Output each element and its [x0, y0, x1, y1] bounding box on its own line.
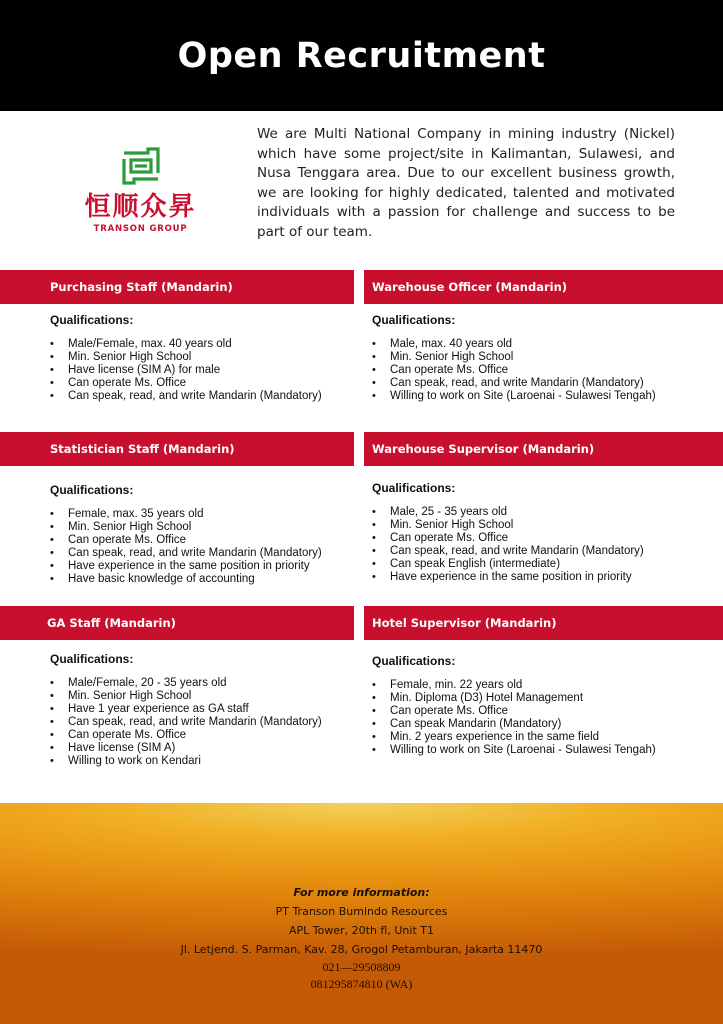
job-title-bar-ga-staff	[0, 606, 354, 640]
qualifications-label: Qualifications:	[50, 483, 134, 497]
qualification-list	[50, 338, 322, 403]
qualification-item: • Willing to work on Site (Laroenai - Sulawesi Tengah)	[372, 744, 656, 757]
phone-number: 021—29508809	[322, 960, 401, 974]
company-intro: We are Multi National Company in mining industry (Nickel) which have some project/site in Kalimantan, Sulawesi, and Nusa Tenggara area. Due to our excellent business growth, we are looking for highly dedicated, talented and motivated individuals with a passion for challenge and success to be part of our team.	[257, 126, 675, 240]
job-card-statistician	[50, 483, 322, 586]
qualification-item: • Male/Female, 20 - 35 years old	[50, 677, 322, 690]
qualification-item: • Can operate Ms. Office	[372, 364, 656, 377]
qualification-item: • Willing to work on Kendari	[50, 755, 322, 768]
qualification-item: • Min. Senior High School	[372, 351, 656, 364]
qualification-item: • Have license (SIM A)	[50, 742, 322, 755]
job-title: Hotel Supervisor (Mandarin)	[372, 616, 557, 630]
street-address: Jl. Letjend. S. Parman, Kav. 28, Grogol Petamburan, Jakarta 11470	[180, 943, 543, 956]
qualifications-label: Qualifications:	[50, 313, 134, 327]
job-title: Statistician Staff (Mandarin)	[50, 442, 235, 456]
job-title-bar-warehouse-supervisor	[364, 432, 723, 466]
qualifications-label: Qualifications:	[372, 313, 456, 327]
company-logo	[78, 143, 203, 243]
qualification-list	[372, 506, 644, 584]
qualification-item: • Min. Senior High School	[50, 690, 322, 703]
qualification-item: • Can operate Ms. Office	[50, 729, 322, 742]
job-title-bar-purchasing	[0, 270, 354, 304]
job-card-hotel-supervisor	[372, 654, 656, 757]
contact-info	[0, 883, 723, 993]
qualifications-label: Qualifications:	[372, 654, 456, 668]
job-title-bar-statistician	[0, 432, 354, 466]
qualification-list	[372, 338, 656, 403]
logo-mark-icon	[118, 143, 164, 189]
job-title-bar-warehouse-officer	[364, 270, 723, 304]
qualification-list	[50, 677, 322, 768]
qualification-item: • Min. Senior High School	[372, 519, 644, 532]
qualification-item: • Female, min. 22 years old	[372, 679, 656, 692]
job-title: Warehouse Officer (Mandarin)	[372, 280, 568, 294]
qualification-item: • Can operate Ms. Office	[372, 532, 644, 545]
qualification-item: • Have license (SIM A) for male	[50, 364, 322, 377]
qualification-item: • Min. Diploma (D3) Hotel Management	[372, 692, 656, 705]
job-title: GA Staff (Mandarin)	[47, 616, 176, 630]
qualification-item: • Can speak Mandarin (Mandatory)	[372, 718, 656, 731]
job-title: Warehouse Supervisor (Mandarin)	[372, 442, 595, 456]
qualification-list	[372, 679, 656, 757]
qualification-item: • Willing to work on Site (Laroenai - Sulawesi Tengah)	[372, 390, 656, 403]
job-title: Purchasing Staff (Mandarin)	[50, 280, 233, 294]
qualification-item: • Min. 2 years experience in the same field	[372, 731, 656, 744]
qualification-list	[50, 508, 322, 586]
qualification-item: • Female, max. 35 years old	[50, 508, 322, 521]
building-address: APL Tower, 20th fl, Unit T1	[289, 924, 434, 937]
qualification-item: • Male, 25 - 35 years old	[372, 506, 644, 519]
qualification-item: • Can speak, read, and write Mandarin (Mandatory)	[50, 390, 322, 403]
page-title: Open Recruitment	[177, 35, 546, 76]
qualification-item: • Have experience in the same position in priority	[372, 571, 644, 584]
contact-footer	[0, 803, 723, 1024]
qualification-item: • Can speak English (intermediate)	[372, 558, 644, 571]
qualification-item: • Can speak, read, and write Mandarin (Mandatory)	[372, 377, 656, 390]
job-card-purchasing	[50, 313, 322, 403]
qualifications-label: Qualifications:	[372, 481, 456, 495]
qualification-item: • Min. Senior High School	[50, 521, 322, 534]
contact-heading: For more information:	[293, 886, 430, 899]
job-card-ga-staff	[50, 652, 322, 768]
qualification-item: • Can speak, read, and write Mandarin (Mandatory)	[372, 545, 644, 558]
logo-english-text: TRANSON GROUP	[93, 224, 188, 234]
whatsapp-number: 081295874810 (WA)	[310, 977, 413, 991]
qualification-item: • Can operate Ms. Office	[50, 377, 322, 390]
qualifications-label: Qualifications:	[50, 652, 134, 666]
logo-chinese-text: 恒顺众昇	[84, 192, 197, 222]
job-card-warehouse-officer	[372, 313, 656, 403]
company-name: PT Transon Bumindo Resources	[275, 905, 448, 918]
qualification-item: • Have experience in the same position in priority	[50, 560, 322, 573]
qualification-item: • Have basic knowledge of accounting	[50, 573, 322, 586]
job-title-bar-hotel-supervisor	[364, 606, 723, 640]
qualification-item: • Can operate Ms. Office	[372, 705, 656, 718]
job-card-warehouse-supervisor	[372, 481, 644, 584]
qualification-item: • Can speak, read, and write Mandarin (Mandatory)	[50, 716, 322, 729]
qualification-item: • Male/Female, max. 40 years old	[50, 338, 322, 351]
qualification-item: • Can speak, read, and write Mandarin (Mandatory)	[50, 547, 322, 560]
qualification-item: • Min. Senior High School	[50, 351, 322, 364]
qualification-item: • Have 1 year experience as GA staff	[50, 703, 322, 716]
header-banner	[0, 0, 723, 111]
qualification-item: • Male, max. 40 years old	[372, 338, 656, 351]
qualification-item: • Can operate Ms. Office	[50, 534, 322, 547]
